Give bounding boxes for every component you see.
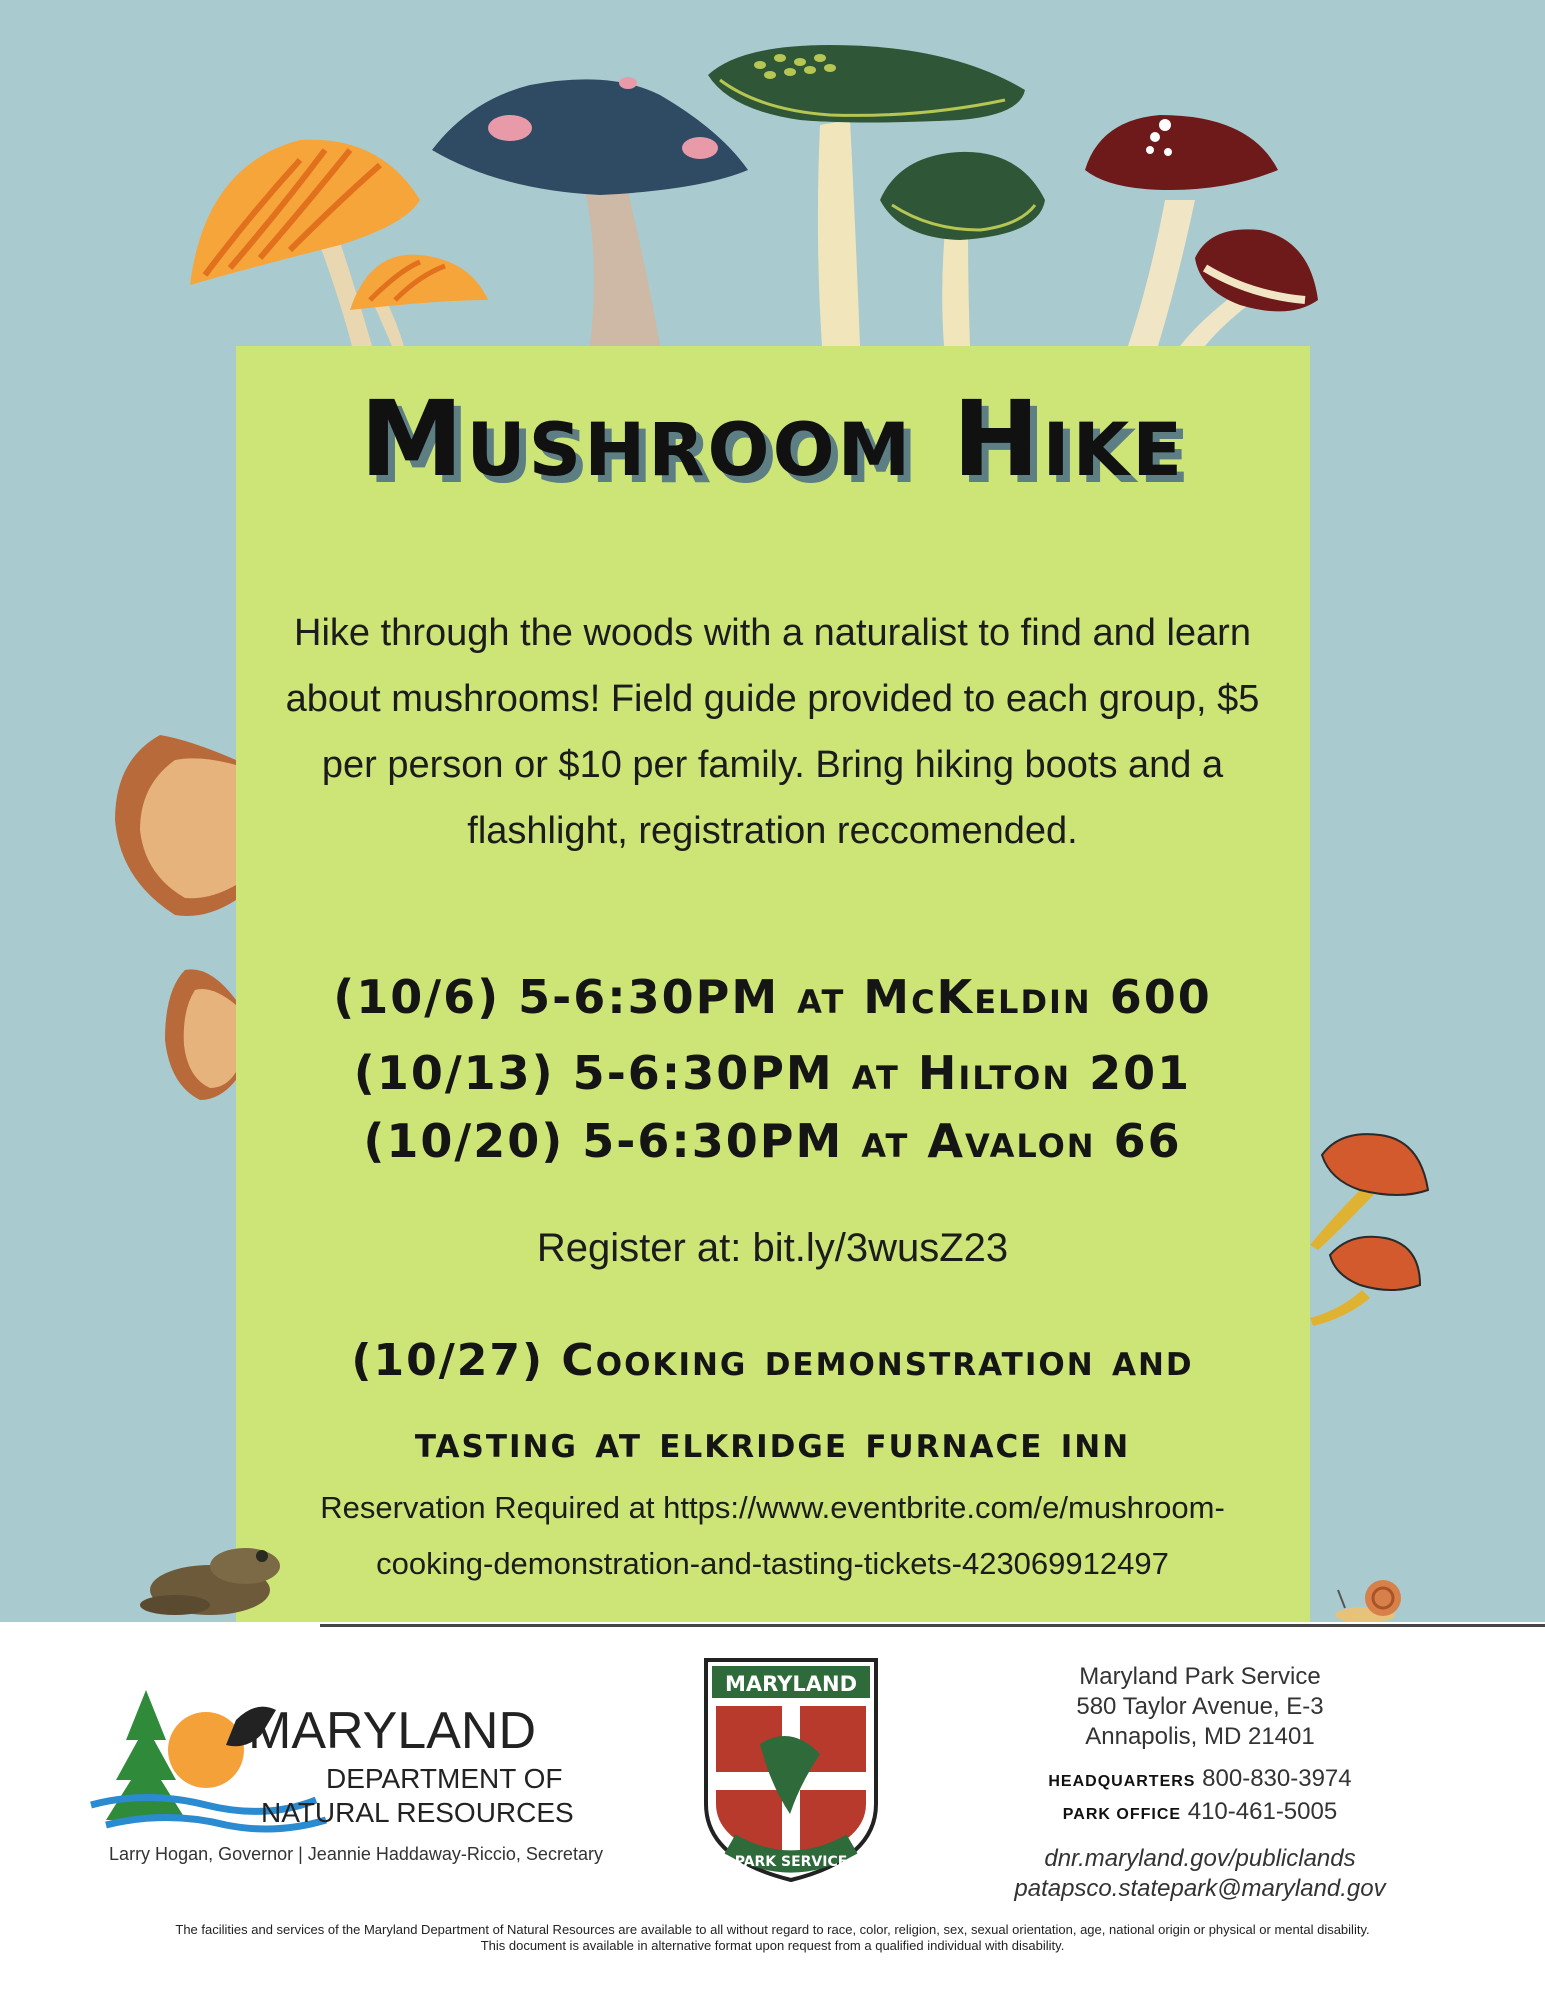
snail-icon [1335, 1580, 1401, 1622]
disclaimer-line-1: The facilities and services of the Maryland Department of Natural Resources are available to all without regard to race, color, religion, sex, sexual orientation, age, national origin or physical or mental disability. [175, 1922, 1370, 1937]
reservation-line-1: Reservation Required at https://www.eventbrite.com/e/mushroom- [320, 1490, 1225, 1525]
office-phone-row [980, 1797, 1420, 1830]
hq-label: HEADQUARTERS [1048, 1773, 1196, 1790]
footer-divider [320, 1624, 1545, 1627]
red-mushroom-icon [1085, 115, 1318, 346]
shield-bottom-text: PARK SERVICE [734, 1854, 848, 1870]
schedule-item: (10/6) 5-6:30PM at McKeldin 600 [333, 970, 1212, 1024]
blue-mushroom-icon [432, 77, 748, 346]
dnr-logo-word-3: NATURAL RESOURCES [261, 1797, 574, 1828]
address-line-1: 580 Taylor Avenue, E-3 [1076, 1693, 1324, 1720]
cooking-line-1: (10/27) Cooking demonstration and [351, 1335, 1194, 1386]
org-name: Maryland Park Service [1079, 1663, 1321, 1690]
green-mushroom-icon [708, 45, 1045, 346]
event-description: Hike through the woods with a naturalist to find and learn about mushrooms! Field guide provided to each group, $5 per person or $10 per family. Bring hiking boots and a flashlight, registration reccomended. [285, 612, 1260, 852]
dnr-logo-word-2: DEPARTMENT OF [326, 1763, 563, 1794]
hq-phone[interactable]: 800-830-3974 [1202, 1765, 1352, 1792]
small-orange-mushroom-icon [1310, 1134, 1428, 1326]
shield-top-text: MARYLAND [724, 1672, 858, 1696]
bracket-fungus-icon [115, 735, 236, 1100]
park-service-shield-icon [700, 1654, 882, 1884]
poster-title: Mushroom Hike [359, 378, 1186, 500]
dnr-logo-word-1: MARYLAND [248, 1702, 537, 1760]
hq-phone-row [980, 1764, 1420, 1797]
address-line-2: Annapolis, MD 21401 [1085, 1723, 1315, 1750]
dnr-logo [86, 1680, 626, 1840]
schedule-item: (10/20) 5-6:30PM at Avalon 66 [363, 1114, 1182, 1168]
register-link[interactable]: Register at: bit.ly/3wusZ23 [536, 1226, 1009, 1270]
cooking-event [250, 1320, 1295, 1484]
office-phone[interactable]: 410-461-5005 [1187, 1798, 1338, 1825]
web-link[interactable]: dnr.maryland.gov/publiclands [1044, 1845, 1356, 1872]
office-label: PARK OFFICE [1062, 1806, 1182, 1823]
orange-mushroom-icon [190, 140, 488, 346]
hike-schedule [250, 970, 1295, 1168]
email-link[interactable]: patapsco.statepark@maryland.gov [1014, 1875, 1386, 1902]
reservation-line-2: cooking-demonstration-and-tasting-tickets-423069912497 [376, 1546, 1169, 1581]
disclaimer-line-2: This document is available in alternative format upon request from a qualified individual with disability. [480, 1938, 1065, 1953]
frog-icon [140, 1548, 280, 1615]
dnr-officials: Larry Hogan, Governor | Jeannie Haddaway-Riccio, Secretary [109, 1844, 603, 1864]
reservation-link[interactable] [260, 1480, 1285, 1592]
disclaimer [10, 1922, 1535, 1954]
cooking-line-2: tasting at elkridge furnace inn [414, 1417, 1131, 1468]
contact-block [980, 1662, 1420, 1904]
schedule-item: (10/13) 5-6:30PM at Hilton 201 [353, 1046, 1192, 1100]
